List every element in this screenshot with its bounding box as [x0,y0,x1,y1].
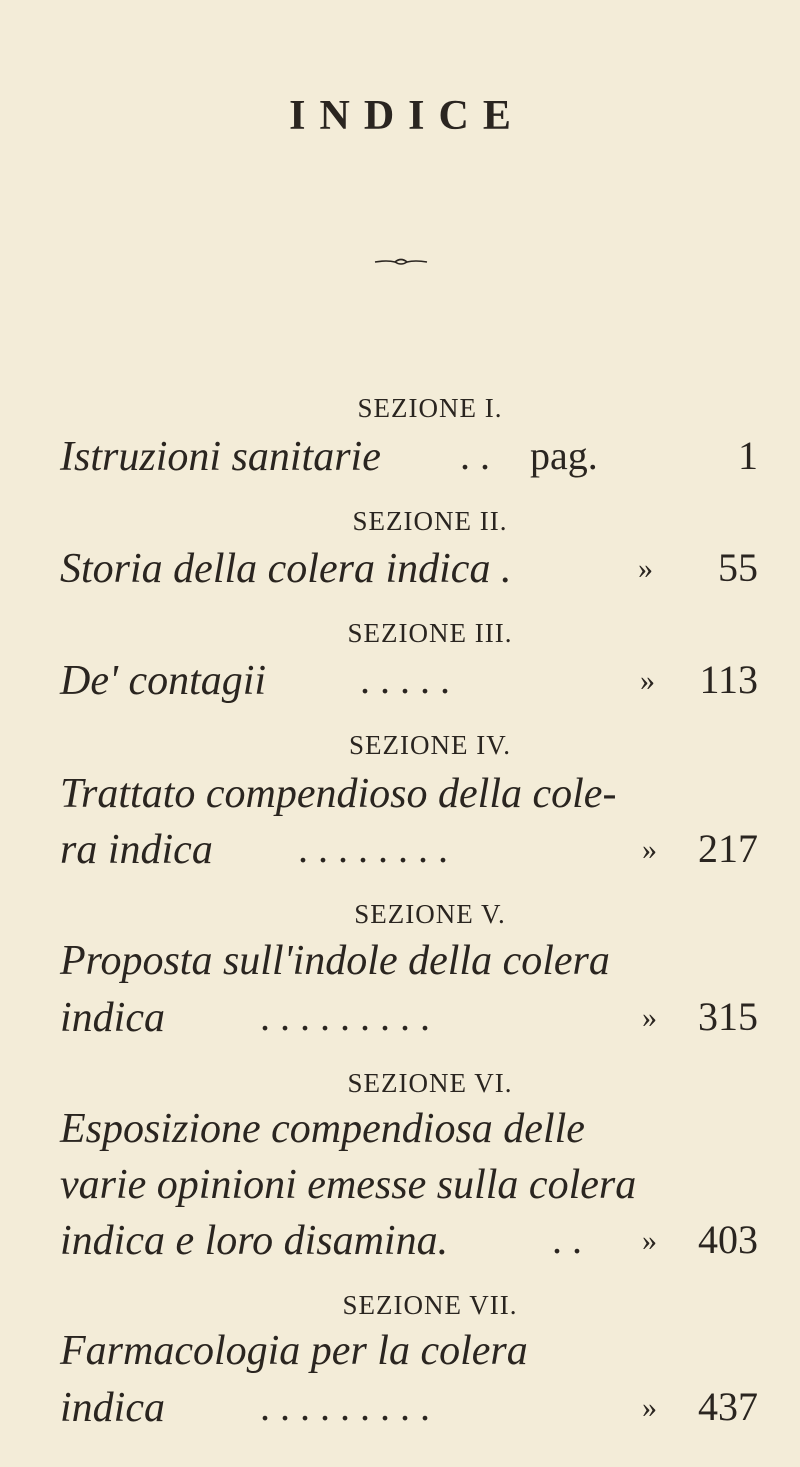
ditto-mark: » [642,1001,657,1034]
leader-dots: . . [460,433,490,478]
ornament-rule-icon [373,256,429,268]
ditto-mark: » [642,1224,657,1257]
page-number: 55 [718,545,758,590]
page-number: 315 [698,994,758,1039]
entry-title-line: Trattato compendioso della cole- [60,771,617,817]
section-heading: SEZIONE IV. [349,730,511,760]
section-heading: SEZIONE V. [354,899,506,929]
section-heading: SEZIONE II. [352,506,508,536]
entry-title: De' contagii [60,658,267,704]
leader-dots: . . . . . . . . [298,826,448,871]
page-number: 113 [699,657,758,702]
entry-title-line: Proposta sull'indole della colera [60,938,610,984]
page-label: pag. [530,433,598,478]
entry-title-line: Esposizione compendiosa delle [60,1106,585,1152]
page-number: 217 [698,826,758,871]
entry-title: Storia della colera indica . [60,546,512,592]
page-title: INDICE [289,93,525,139]
page-number: 1 [738,433,758,478]
entry-title: Istruzioni sanitarie [60,434,381,480]
ditto-mark: » [642,833,657,866]
entry-title-line: indica [60,1385,165,1431]
entry-title-line: indica e loro disamina. [60,1218,449,1264]
section-heading: SEZIONE VII. [342,1290,518,1320]
leader-dots: . . [552,1217,582,1262]
page-number: 437 [698,1384,758,1429]
entry-title-line: indica [60,995,165,1041]
ditto-mark: » [642,1391,657,1424]
section-heading: SEZIONE VI. [347,1068,513,1098]
entry-title-line: varie opinioni emesse sulla colera [60,1162,637,1208]
leader-dots: . . . . . [360,657,450,702]
page-number: 403 [698,1217,758,1262]
leader-dots: . . . . . . . . . [260,994,430,1039]
section-heading: SEZIONE I. [357,393,503,423]
leader-dots: . . . . . . . . . [260,1384,430,1429]
section-heading: SEZIONE III. [347,618,513,648]
entry-title-line: Farmacologia per la colera [60,1328,528,1374]
ditto-mark: » [638,552,653,585]
entry-title-line: ra indica [60,827,213,873]
ditto-mark: » [640,664,655,697]
